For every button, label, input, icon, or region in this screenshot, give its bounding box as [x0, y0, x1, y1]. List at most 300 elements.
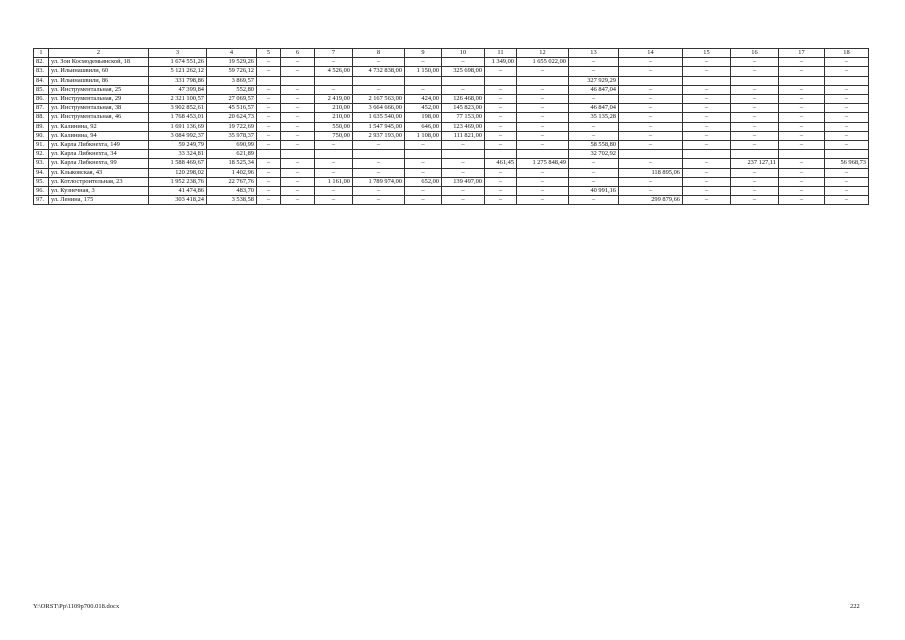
data-table [33, 48, 869, 205]
address-cell: ул. Кузнечная, 3 [49, 187, 149, 196]
value-cell: – [485, 141, 517, 150]
value-cell: 4 732 838,00 [353, 67, 405, 76]
value-cell: – [779, 58, 825, 67]
value-cell: – [683, 104, 731, 113]
value-cell [257, 76, 281, 85]
value-cell: – [731, 122, 779, 131]
value-cell: – [315, 85, 353, 94]
row-number-cell: 93. [34, 159, 49, 168]
value-cell: – [517, 67, 569, 76]
value-cell: – [569, 196, 619, 205]
value-cell: – [825, 104, 869, 113]
value-cell: – [257, 196, 281, 205]
value-cell: 1 349,00 [485, 58, 517, 67]
footer-file-path: Y:\ORST\Pp\1109p700.018.docx [33, 603, 120, 610]
value-cell: – [619, 122, 683, 131]
value-cell: 621,89 [207, 150, 257, 159]
value-cell: – [683, 85, 731, 94]
value-cell: 1 789 974,00 [353, 177, 405, 186]
value-cell: 1 161,00 [315, 177, 353, 186]
document-page [33, 48, 868, 205]
value-cell [779, 150, 825, 159]
value-cell: – [517, 187, 569, 196]
value-cell: 750,00 [315, 131, 353, 140]
value-cell: – [257, 187, 281, 196]
value-cell: – [485, 113, 517, 122]
column-number-cell: 18 [825, 49, 869, 58]
table-row [34, 67, 869, 76]
value-cell [442, 76, 485, 85]
value-cell: – [619, 85, 683, 94]
value-cell: – [517, 85, 569, 94]
value-cell [825, 150, 869, 159]
value-cell: – [619, 113, 683, 122]
value-cell: – [683, 131, 731, 140]
value-cell: 461,45 [485, 159, 517, 168]
value-cell: – [281, 104, 315, 113]
value-cell: – [825, 95, 869, 104]
table-row [34, 168, 869, 177]
value-cell: – [485, 104, 517, 113]
row-number-cell: 85. [34, 85, 49, 94]
table-row [34, 141, 869, 150]
value-cell: 35 978,37 [207, 131, 257, 140]
value-cell: – [731, 67, 779, 76]
table-row [34, 150, 869, 159]
value-cell: – [683, 122, 731, 131]
value-cell [257, 150, 281, 159]
value-cell: 331 798,86 [149, 76, 207, 85]
value-cell: – [683, 196, 731, 205]
value-cell: – [731, 113, 779, 122]
value-cell [619, 76, 683, 85]
value-cell: – [731, 177, 779, 186]
value-cell [683, 76, 731, 85]
column-number-cell: 12 [517, 49, 569, 58]
value-cell [315, 76, 353, 85]
value-cell: – [569, 122, 619, 131]
value-cell: – [683, 159, 731, 168]
value-cell: – [315, 196, 353, 205]
column-number-cell: 17 [779, 49, 825, 58]
value-cell: 1 275 848,49 [517, 159, 569, 168]
value-cell: – [569, 177, 619, 186]
table-row [34, 58, 869, 67]
value-cell: – [825, 58, 869, 67]
value-cell: 123 469,00 [442, 122, 485, 131]
row-number-cell: 83. [34, 67, 49, 76]
value-cell: 452,00 [405, 104, 442, 113]
value-cell: 111 821,00 [442, 131, 485, 140]
value-cell: – [405, 168, 442, 177]
value-cell: 690,99 [207, 141, 257, 150]
value-cell: – [517, 141, 569, 150]
row-number-cell: 92. [34, 150, 49, 159]
value-cell: 3 664 666,00 [353, 104, 405, 113]
value-cell: – [825, 196, 869, 205]
value-cell: – [257, 58, 281, 67]
value-cell: – [683, 187, 731, 196]
column-number-cell: 2 [49, 49, 149, 58]
value-cell: – [569, 168, 619, 177]
value-cell: – [405, 58, 442, 67]
value-cell: – [517, 95, 569, 104]
row-number-cell: 82. [34, 58, 49, 67]
column-number-cell: 6 [281, 49, 315, 58]
value-cell: – [485, 168, 517, 177]
value-cell: – [619, 67, 683, 76]
value-cell [779, 76, 825, 85]
address-cell: ул. Инструментальная, 46 [49, 113, 149, 122]
row-number-cell: 96. [34, 187, 49, 196]
value-cell: – [779, 85, 825, 94]
row-number-cell: 84. [34, 76, 49, 85]
value-cell [315, 150, 353, 159]
address-cell: ул. Карла Либкнехта, 149 [49, 141, 149, 150]
value-cell: 58 558,80 [569, 141, 619, 150]
value-cell: – [257, 159, 281, 168]
value-cell: – [281, 95, 315, 104]
value-cell: 120 298,02 [149, 168, 207, 177]
value-cell [405, 150, 442, 159]
value-cell: – [619, 131, 683, 140]
value-cell: 1 402,96 [207, 168, 257, 177]
value-cell: 19 722,69 [207, 122, 257, 131]
table-row [34, 159, 869, 168]
value-cell: – [825, 141, 869, 150]
value-cell: – [485, 196, 517, 205]
value-cell: – [825, 131, 869, 140]
value-cell: – [731, 104, 779, 113]
value-cell: – [569, 131, 619, 140]
value-cell: – [405, 141, 442, 150]
value-cell: 1 547 945,00 [353, 122, 405, 131]
value-cell: – [281, 113, 315, 122]
value-cell: 3 084 992,37 [149, 131, 207, 140]
address-cell: ул. Инструментальная, 25 [49, 85, 149, 94]
column-number-cell: 3 [149, 49, 207, 58]
value-cell: – [683, 67, 731, 76]
value-cell: – [485, 95, 517, 104]
value-cell: 303 418,24 [149, 196, 207, 205]
table-row [34, 95, 869, 104]
value-cell: – [485, 177, 517, 186]
value-cell: – [315, 141, 353, 150]
value-cell: – [281, 131, 315, 140]
value-cell: – [779, 67, 825, 76]
value-cell: 1 674 551,26 [149, 58, 207, 67]
value-cell: – [779, 187, 825, 196]
value-cell: – [281, 122, 315, 131]
value-cell: – [353, 187, 405, 196]
value-cell: 46 847,04 [569, 104, 619, 113]
value-cell: 59 726,12 [207, 67, 257, 76]
value-cell: 126 468,00 [442, 95, 485, 104]
value-cell: 33 324,81 [149, 150, 207, 159]
row-number-cell: 87. [34, 104, 49, 113]
value-cell: 1 588 469,67 [149, 159, 207, 168]
value-cell: – [779, 159, 825, 168]
value-cell: – [569, 95, 619, 104]
value-cell: – [517, 196, 569, 205]
value-cell: – [779, 177, 825, 186]
value-cell: 2 419,00 [315, 95, 353, 104]
value-cell: – [683, 141, 731, 150]
table-row [34, 131, 869, 140]
value-cell: 327 929,29 [569, 76, 619, 85]
value-cell: – [619, 177, 683, 186]
table-row [34, 196, 869, 205]
value-cell: 424,00 [405, 95, 442, 104]
value-cell: – [517, 131, 569, 140]
value-cell: 1 108,00 [405, 131, 442, 140]
value-cell: 77 153,00 [442, 113, 485, 122]
value-cell [353, 76, 405, 85]
value-cell: 1 635 540,00 [353, 113, 405, 122]
column-number-cell: 13 [569, 49, 619, 58]
value-cell: 20 624,73 [207, 113, 257, 122]
value-cell: 27 069,57 [207, 95, 257, 104]
value-cell: 1 655 022,00 [517, 58, 569, 67]
value-cell: – [353, 168, 405, 177]
address-cell: ул. Инструментальная, 29 [49, 95, 149, 104]
value-cell: 1 691 136,69 [149, 122, 207, 131]
value-cell: – [825, 113, 869, 122]
page-number: 222 [850, 603, 860, 610]
value-cell [517, 150, 569, 159]
value-cell: – [825, 187, 869, 196]
value-cell: – [353, 85, 405, 94]
column-number-cell: 11 [485, 49, 517, 58]
table-row [34, 177, 869, 186]
row-number-cell: 90. [34, 131, 49, 140]
value-cell: 18 525,34 [207, 159, 257, 168]
value-cell: – [442, 196, 485, 205]
value-cell: 139 497,00 [442, 177, 485, 186]
value-cell: – [517, 168, 569, 177]
value-cell: – [619, 159, 683, 168]
row-number-cell: 88. [34, 113, 49, 122]
value-cell: – [731, 196, 779, 205]
value-cell: – [825, 168, 869, 177]
row-number-cell: 97. [34, 196, 49, 205]
value-cell [281, 76, 315, 85]
value-cell: – [442, 141, 485, 150]
value-cell: – [731, 58, 779, 67]
value-cell: – [683, 168, 731, 177]
value-cell: – [257, 104, 281, 113]
value-cell: – [683, 58, 731, 67]
value-cell: 2 937 193,00 [353, 131, 405, 140]
value-cell [731, 150, 779, 159]
value-cell [731, 76, 779, 85]
value-cell: – [257, 141, 281, 150]
column-number-cell: 14 [619, 49, 683, 58]
value-cell [485, 76, 517, 85]
value-cell: 3 869,57 [207, 76, 257, 85]
value-cell: – [825, 85, 869, 94]
value-cell: – [257, 113, 281, 122]
table-row [34, 85, 869, 94]
value-cell: – [619, 95, 683, 104]
value-cell: – [779, 196, 825, 205]
address-cell: ул. Карла Либкнехта, 34 [49, 150, 149, 159]
value-cell [517, 76, 569, 85]
value-cell: – [281, 85, 315, 94]
value-cell: – [281, 141, 315, 150]
value-cell: 118 895,06 [619, 168, 683, 177]
table-row [34, 76, 869, 85]
value-cell: 646,00 [405, 122, 442, 131]
value-cell: 210,00 [315, 104, 353, 113]
value-cell: – [619, 187, 683, 196]
value-cell: – [779, 122, 825, 131]
address-cell: ул. Калинина, 92 [49, 122, 149, 131]
value-cell: – [257, 177, 281, 186]
value-cell: – [257, 131, 281, 140]
value-cell: 40 991,16 [569, 187, 619, 196]
table-row [34, 104, 869, 113]
column-number-cell: 9 [405, 49, 442, 58]
value-cell: – [442, 168, 485, 177]
value-cell: – [353, 141, 405, 150]
value-cell: 299 879,66 [619, 196, 683, 205]
value-cell: – [257, 122, 281, 131]
column-number-cell: 8 [353, 49, 405, 58]
value-cell: – [779, 113, 825, 122]
value-cell: – [731, 168, 779, 177]
value-cell: 22 767,76 [207, 177, 257, 186]
value-cell [353, 150, 405, 159]
value-cell: 47 399,84 [149, 85, 207, 94]
address-cell: ул. Ильинашвили, 86 [49, 76, 149, 85]
value-cell: 19 529,26 [207, 58, 257, 67]
value-cell: – [731, 85, 779, 94]
value-cell: – [485, 187, 517, 196]
value-cell: – [315, 58, 353, 67]
row-number-cell: 95. [34, 177, 49, 186]
value-cell: – [619, 58, 683, 67]
value-cell: – [281, 196, 315, 205]
value-cell: – [779, 141, 825, 150]
value-cell: – [353, 159, 405, 168]
column-number-cell: 5 [257, 49, 281, 58]
value-cell: – [315, 168, 353, 177]
address-cell: ул. Ильинашвили, 60 [49, 67, 149, 76]
value-cell: – [779, 95, 825, 104]
value-cell: – [353, 196, 405, 205]
value-cell: 41 474,86 [149, 187, 207, 196]
value-cell: 210,00 [315, 113, 353, 122]
value-cell: – [569, 58, 619, 67]
value-cell: – [315, 159, 353, 168]
value-cell: – [281, 159, 315, 168]
value-cell: 2 167 563,00 [353, 95, 405, 104]
value-cell: – [683, 95, 731, 104]
value-cell: 46 847,04 [569, 85, 619, 94]
value-cell: 145 823,00 [442, 104, 485, 113]
value-cell: 3 538,58 [207, 196, 257, 205]
value-cell: 1 952 238,76 [149, 177, 207, 186]
address-cell: ул. Инструментальная, 38 [49, 104, 149, 113]
value-cell: 237 127,11 [731, 159, 779, 168]
address-cell: ул. Ленина, 175 [49, 196, 149, 205]
value-cell: – [315, 187, 353, 196]
value-cell: – [825, 122, 869, 131]
value-cell: 59 249,79 [149, 141, 207, 150]
column-number-header-row [34, 49, 869, 58]
value-cell: – [485, 122, 517, 131]
value-cell: – [405, 187, 442, 196]
value-cell: 45 516,57 [207, 104, 257, 113]
value-cell: – [731, 141, 779, 150]
value-cell: – [517, 122, 569, 131]
column-number-cell: 7 [315, 49, 353, 58]
value-cell: 552,80 [207, 85, 257, 94]
column-number-cell: 15 [683, 49, 731, 58]
column-number-cell: 1 [34, 49, 49, 58]
address-cell: ул. Котлостроительная, 23 [49, 177, 149, 186]
value-cell: – [281, 67, 315, 76]
value-cell: – [569, 159, 619, 168]
value-cell: – [619, 104, 683, 113]
value-cell: – [281, 58, 315, 67]
address-cell: ул. Клыковская, 43 [49, 168, 149, 177]
value-cell: – [257, 67, 281, 76]
row-number-cell: 89. [34, 122, 49, 131]
value-cell: – [779, 131, 825, 140]
value-cell: – [825, 67, 869, 76]
value-cell [405, 76, 442, 85]
value-cell: 32 702,92 [569, 150, 619, 159]
value-cell: – [517, 113, 569, 122]
value-cell: – [569, 67, 619, 76]
address-cell: ул. Зои Космодемьянской, 18 [49, 58, 149, 67]
value-cell: 4 526,00 [315, 67, 353, 76]
value-cell: – [281, 187, 315, 196]
value-cell: – [442, 187, 485, 196]
value-cell: – [825, 177, 869, 186]
column-number-cell: 10 [442, 49, 485, 58]
value-cell: – [517, 177, 569, 186]
value-cell: – [619, 141, 683, 150]
value-cell: – [442, 58, 485, 67]
value-cell: – [683, 177, 731, 186]
value-cell: – [281, 177, 315, 186]
value-cell: – [257, 85, 281, 94]
value-cell: – [517, 104, 569, 113]
value-cell: – [485, 85, 517, 94]
value-cell: – [442, 85, 485, 94]
value-cell: – [731, 95, 779, 104]
value-cell: – [779, 168, 825, 177]
value-cell: – [442, 159, 485, 168]
value-cell: 35 135,28 [569, 113, 619, 122]
value-cell: 1 768 453,01 [149, 113, 207, 122]
value-cell: – [405, 196, 442, 205]
value-cell: – [281, 168, 315, 177]
value-cell: 483,70 [207, 187, 257, 196]
value-cell: – [353, 58, 405, 67]
table-row [34, 187, 869, 196]
value-cell: – [257, 95, 281, 104]
value-cell: – [405, 85, 442, 94]
value-cell: – [731, 187, 779, 196]
value-cell: 550,00 [315, 122, 353, 131]
value-cell: – [779, 104, 825, 113]
table-row [34, 122, 869, 131]
value-cell [825, 76, 869, 85]
